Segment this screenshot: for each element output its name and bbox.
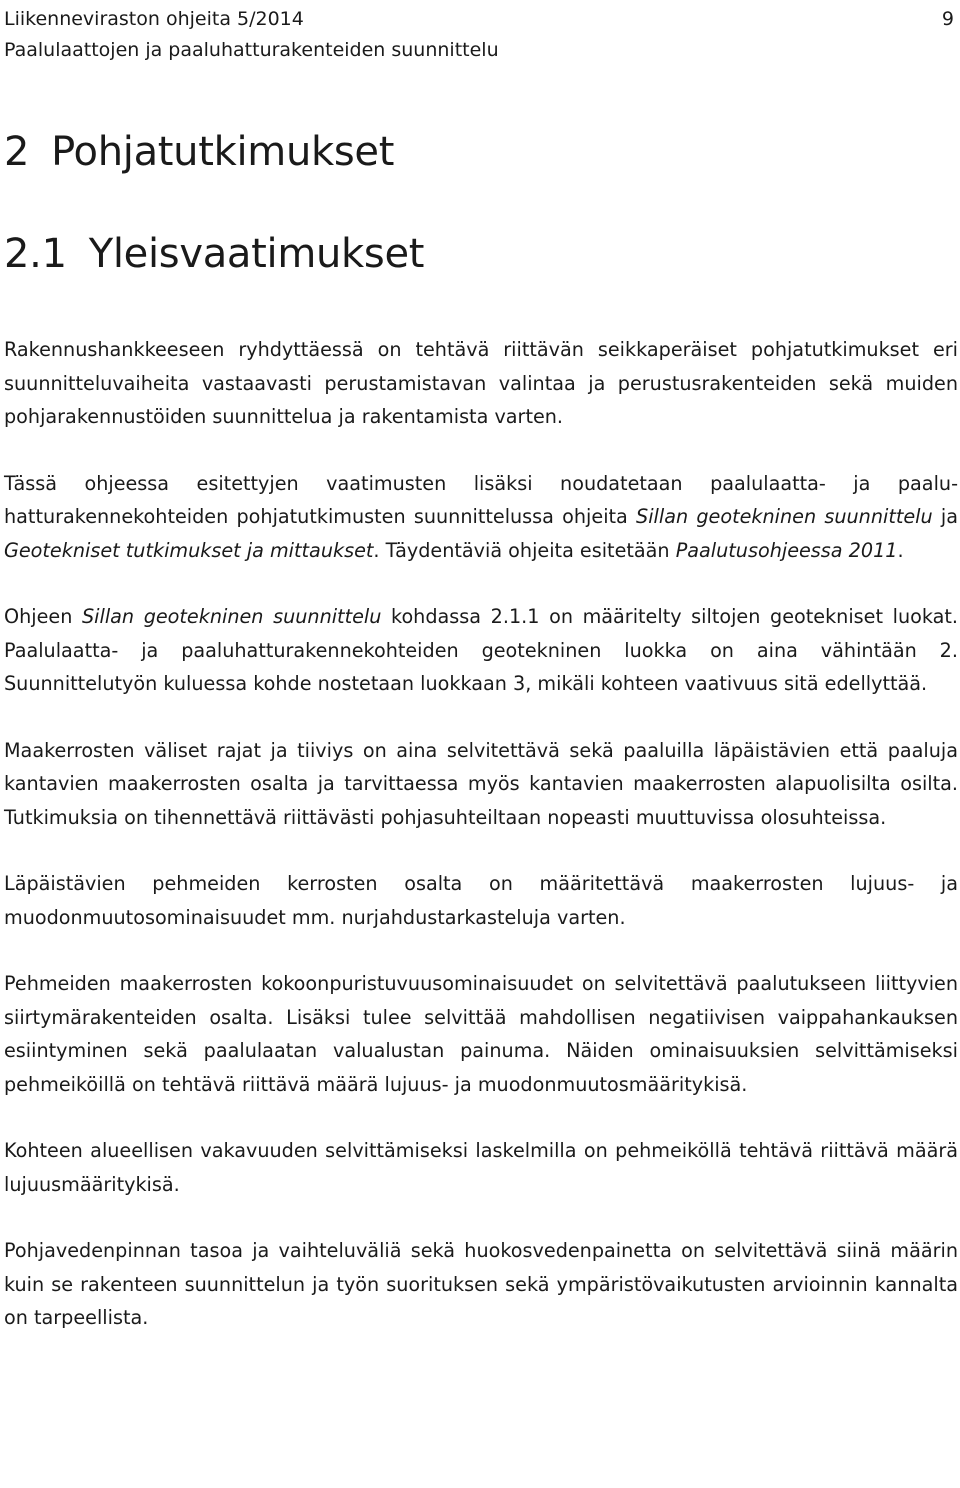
paragraph-2-text-4: . [897,538,904,562]
paragraph-8: Pohjavedenpinnan tasoa ja vaihteluväliä sekä huokosvedenpainetta on selvitettävä siinä määrin kuin se rakenteen suunnittelun ja työn suorituksen sekä ympäristövaikutusten arvioinnin kannalta on tarpeellista. [4,1239,958,1329]
paragraph-1: Rakennushankkeeseen ryhdyttäessä on tehtävä riittävän seikkaperäiset pohjatutkimukset eri suunnitteluvaiheita vastaavasti perustamistavan valintaa ja perustusrakenteiden sekä muiden pohjarakennustöiden suunnittelua ja rakentamista varten. [4,338,958,428]
paragraph-2 [4,467,958,568]
paragraph-6: Pehmeiden maakerrosten kokoonpuristuvuusominaisuudet on selvitettävä paalutukseen liittyvien siirtymärakenteiden osalta. Lisäksi tulee selvittää mahdollisen negatiivisen vaippahankauksen esiintyminen sekä paalulaatan valualustan painuma. Näiden ominaisuuksien selvittämiseksi pehmeiköillä on tehtävä riittävä määrä lujuus- ja muodonmuutosmääritykisä. [4,972,958,1096]
paragraph-5: Läpäistävien pehmeiden kerrosten osalta on määritettävä maakerrosten lujuus- ja muodonmuutosominaisuudet mm. nurjahdustarkasteluja varten. [4,872,958,929]
paragraph-2-text-1: Tässä ohjeessa esitettyjen vaatimusten lisäksi noudatetaan paalulaatta- ja paaluhatturakennekohteiden pohjatutkimusten suunnittelussa ohjeita [4,471,958,528]
paragraph-3-text-1: Ohjeen [4,605,82,628]
chapter-heading [4,124,394,180]
page-number: 9 [941,8,954,30]
reference-geotekniset-tutkimukset: Geotekniset tutkimukset ja mittaukset [4,538,374,562]
paragraph-7: Kohteen alueellisen vakavuuden selvittämiseksi laskelmilla on pehmeiköllä tehtävä riittävä määrä lujuusmääritykisä. [4,1139,958,1196]
section-number: 2.1 [4,231,67,277]
section-heading [4,226,424,282]
reference-sillan-geotekninen-suunnittelu-2: Sillan geotekninen suunnittelu [81,605,382,628]
chapter-title: Pohjatutkimukset [51,129,395,175]
paragraph-2-text-2: ja [932,505,958,528]
chapter-number: 2 [4,129,30,175]
reference-sillan-geotekninen-suunnittelu: Sillan geotekninen suunnittelu [636,505,933,528]
reference-paalutusohje: Paalutusohjeessa 2011 [675,538,898,562]
paragraph-3 [4,600,958,701]
paragraph-4: Maakerrosten väliset rajat ja tiiviys on aina selvitettävä sekä paaluilla läpäistävien että paaluja kantavien maakerrosten osalta ja tarvittaessa myös kantavien maakerrosten alapuolisilta osilta. Tutkimuksia on tihennettävä riittävästi pohjasuhteiltaan nopeasti muuttuvissa olosuhteissa. [4,738,958,829]
paragraph-3-text-2: kohdassa 2.1.1 on määritelty siltojen geotekniset luokat. Paalulaatta- ja paaluhatturakennekohteiden geotekninen luokka on aina vähintään 2. Suunnittelutyön kuluessa kohde nostetaan luokkaan 3, mikäli kohteen vaativuus sitä edellyttää. [4,605,958,695]
section-title: Yleisvaatimukset [88,231,425,277]
publication-series: Liikenneviraston ohjeita 5/2014 [4,8,304,30]
paragraph-2-text-3: . Täydentäviä ohjeita esitetään [373,538,676,562]
running-header [4,4,958,66]
document-title: Paalulaattojen ja paaluhatturakenteiden suunnittelu [4,39,499,61]
body-text [4,333,958,1335]
